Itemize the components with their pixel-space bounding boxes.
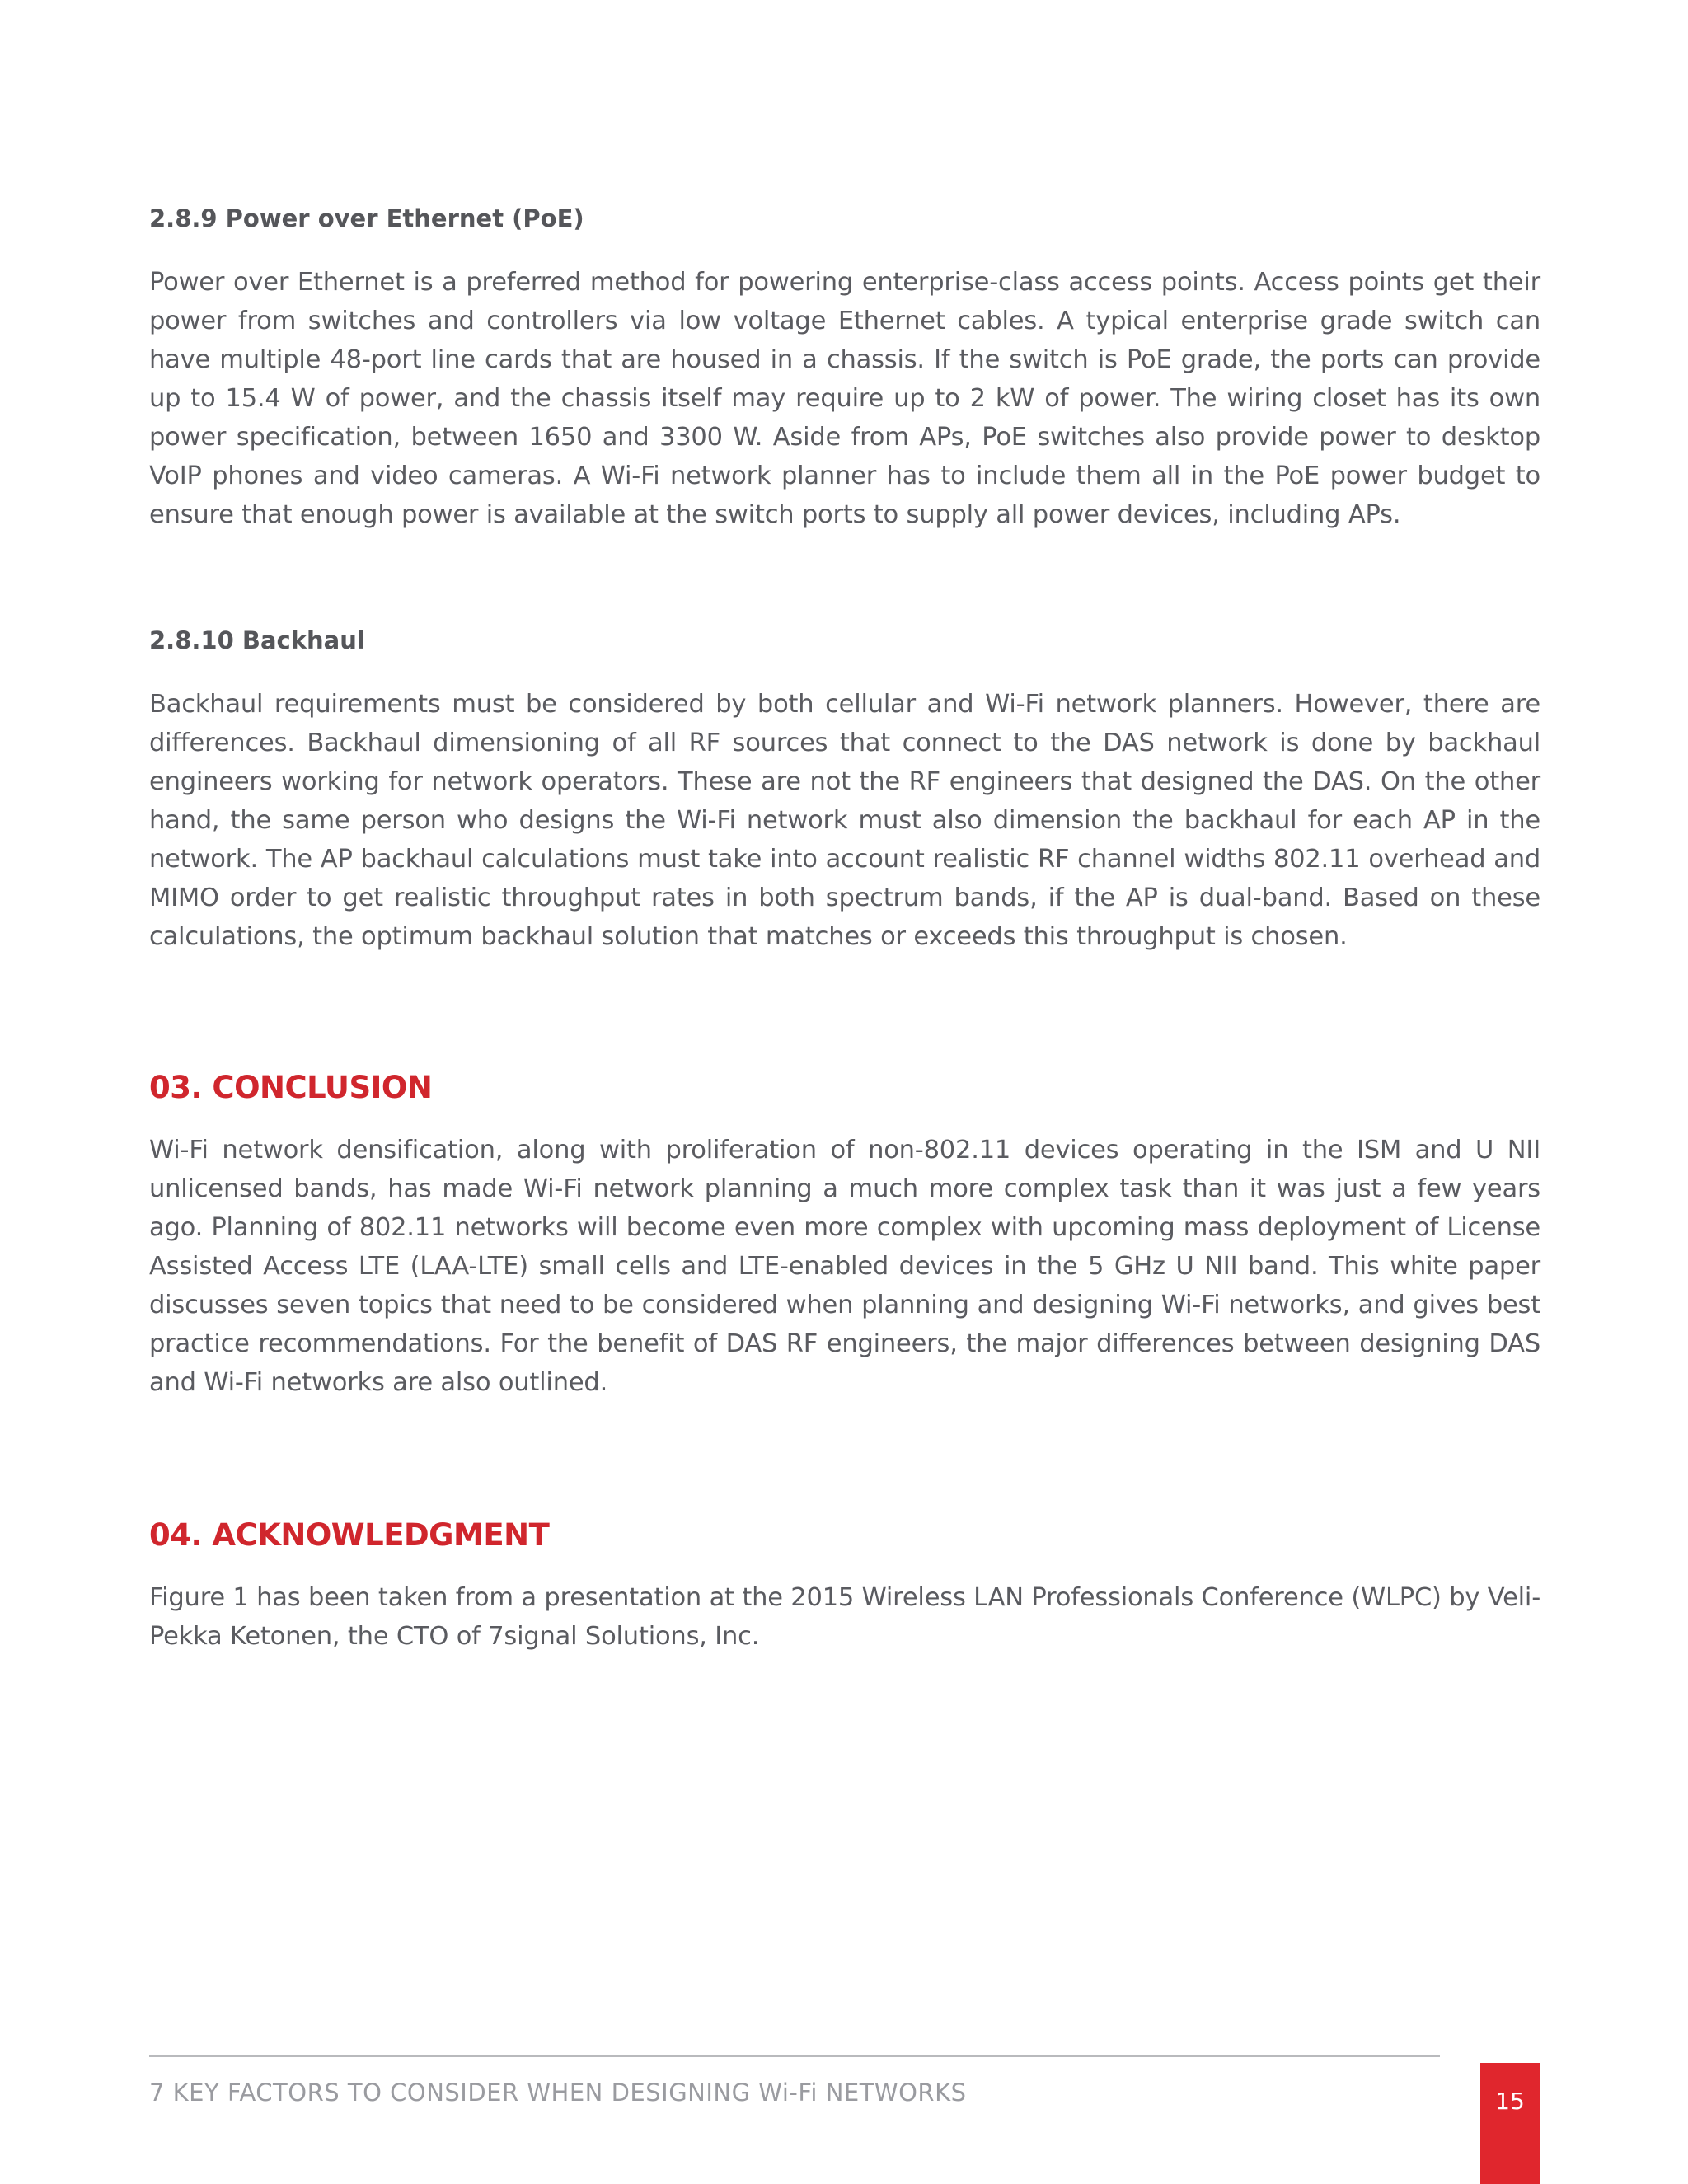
- section-poe: [149, 204, 1540, 534]
- page-number: 15: [1495, 2088, 1525, 2115]
- backhaul-heading: 2.8.10 Backhaul: [149, 626, 365, 654]
- section-backhaul: [149, 626, 1540, 956]
- conclusion-heading: 03. CONCLUSION: [149, 1070, 433, 1105]
- backhaul-paragraph: Backhaul requirements must be considered by both cellular and Wi-Fi network planners. However, there are differences. Backhaul dimensioning of all RF sources that connect to the DAS network is done by backhaul engineers working for network operators. These are not the RF engineers that designed the DAS. On the other hand, the same person who designs the Wi-Fi network must also dimension the backhaul for each AP in the network. The AP backhaul calculations must take into account realistic RF channel widths 802.11 overhead and MIMO order to get realistic throughput rates in both spectrum bands, if the AP is dual-band. Based on these calculations, the optimum backhaul solution that matches or exceeds this throughput is chosen.: [149, 689, 1540, 951]
- poe-paragraph: Power over Ethernet is a preferred method for powering enterprise-class access points. Access points get their power from switches and controllers via low voltage Ethernet cables. A typical enterprise grade switch can have multiple 48-port line cards that are housed in a chassis. If the switch is PoE grade, the ports can provide up to 15.4 W of power, and the chassis itself may require up to 2 kW of power. The wiring closet has its own power specification, between 1650 and 3300 W. Aside from APs, PoE switches also provide power to desktop VoIP phones and video cameras. A Wi-Fi network planner has to include them all in the PoE power budget to ensure that enough power is available at the switch ports to supply all power devices, including APs.: [149, 267, 1540, 529]
- conclusion-paragraph: Wi-Fi network densification, along with proliferation of non-802.11 devices operating in the ISM and U NII unlicensed bands, has made Wi-Fi network planning a much more complex task than it was just a few years ago. Planning of 802.11 networks will become even more complex with upcoming mass deployment of License Assisted Access LTE (LAA-LTE) small cells and LTE-enabled devices in the 5 GHz U NII band. This white paper discusses seven topics that need to be considered when planning and designing Wi-Fi networks, and gives best practice recommendations. For the benefit of DAS RF engineers, the major differences between designing DAS and Wi-Fi networks are also outlined.: [149, 1136, 1540, 1398]
- footer-divider: [149, 2055, 1440, 2057]
- section-conclusion: [149, 1070, 1540, 1402]
- footer-title: 7 KEY FACTORS TO CONSIDER WHEN DESIGNING Wi-Fi NETWORKS: [149, 2079, 967, 2107]
- poe-heading: 2.8.9 Power over Ethernet (PoE): [149, 204, 584, 232]
- page-number-badge: [1480, 2063, 1540, 2184]
- acknowledgment-heading: 04. ACKNOWLEDGMENT: [149, 1517, 550, 1553]
- section-acknowledgment: [149, 1517, 1540, 1656]
- acknowledgment-paragraph: Figure 1 has been taken from a presentation at the 2015 Wireless LAN Professionals Conference (WLPC) by Veli-Pekka Ketonen, the CTO of 7signal Solutions, Inc.: [149, 1583, 1540, 1652]
